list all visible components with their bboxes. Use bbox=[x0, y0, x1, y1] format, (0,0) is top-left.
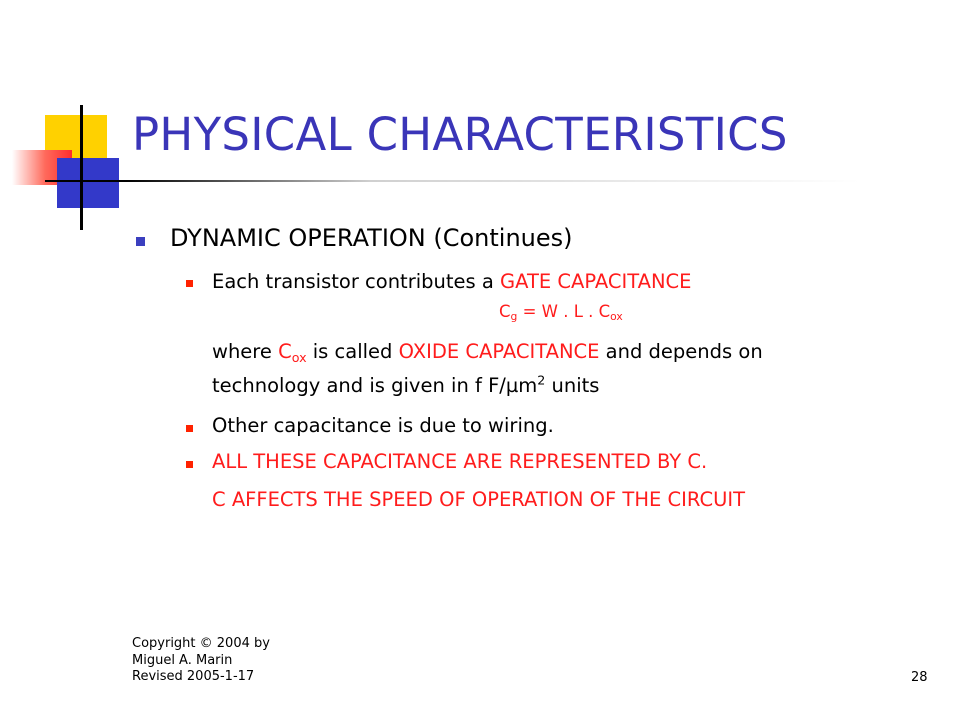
line-technology-units bbox=[212, 374, 599, 397]
footer-line-1: Copyright © 2004 by bbox=[132, 636, 270, 651]
section-heading: DYNAMIC OPERATION (Continues) bbox=[170, 224, 573, 252]
footer-line-3: Revised 2005-1-17 bbox=[132, 669, 255, 684]
line-oxide-capacitance bbox=[212, 340, 763, 363]
formula-sub-ox: ox bbox=[610, 310, 623, 324]
where-mid: is called bbox=[306, 340, 399, 363]
oxide-capacitance-term: OXIDE CAPACITANCE bbox=[398, 340, 600, 363]
bullet-square-icon bbox=[186, 280, 193, 287]
where-suffix: and depends on bbox=[599, 340, 763, 363]
line-all-capacitance: ALL THESE CAPACITANCE ARE REPRESENTED BY C. bbox=[212, 450, 708, 473]
where-c: C bbox=[278, 340, 292, 363]
formula-mid: = W . L . C bbox=[517, 302, 611, 321]
decor-vertical-line bbox=[80, 105, 83, 230]
page-number: 28 bbox=[911, 670, 928, 685]
decor-blue-square bbox=[57, 158, 119, 208]
bullet-square-icon bbox=[186, 461, 193, 468]
line-gate-text: Each transistor contributes a bbox=[212, 270, 501, 293]
units-suffix: units bbox=[545, 374, 600, 397]
units-superscript: 2 bbox=[537, 372, 546, 388]
formula-sub-g: g bbox=[510, 310, 518, 324]
slide-title: PHYSICAL CHARACTERISTICS bbox=[132, 108, 788, 161]
footer-copyright bbox=[132, 636, 270, 686]
where-sub-ox: ox bbox=[291, 349, 307, 365]
where-prefix: where bbox=[212, 340, 279, 363]
bullet-square-icon bbox=[136, 237, 145, 246]
footer-line-2: Miguel A. Marin bbox=[132, 652, 233, 668]
formula-c: C bbox=[499, 302, 511, 321]
gate-capacitance-formula bbox=[499, 302, 623, 324]
gate-capacitance-term: GATE CAPACITANCE bbox=[500, 270, 692, 293]
units-prefix: technology and is given in f F/µm bbox=[212, 374, 538, 397]
line-other-capacitance: Other capacitance is due to wiring. bbox=[212, 414, 554, 437]
bullet-square-icon bbox=[186, 425, 193, 432]
line-c-affects-speed: C AFFECTS THE SPEED OF OPERATION OF THE CIRCUIT bbox=[212, 488, 746, 511]
line-gate-capacitance bbox=[212, 270, 692, 293]
title-underline bbox=[45, 180, 860, 182]
